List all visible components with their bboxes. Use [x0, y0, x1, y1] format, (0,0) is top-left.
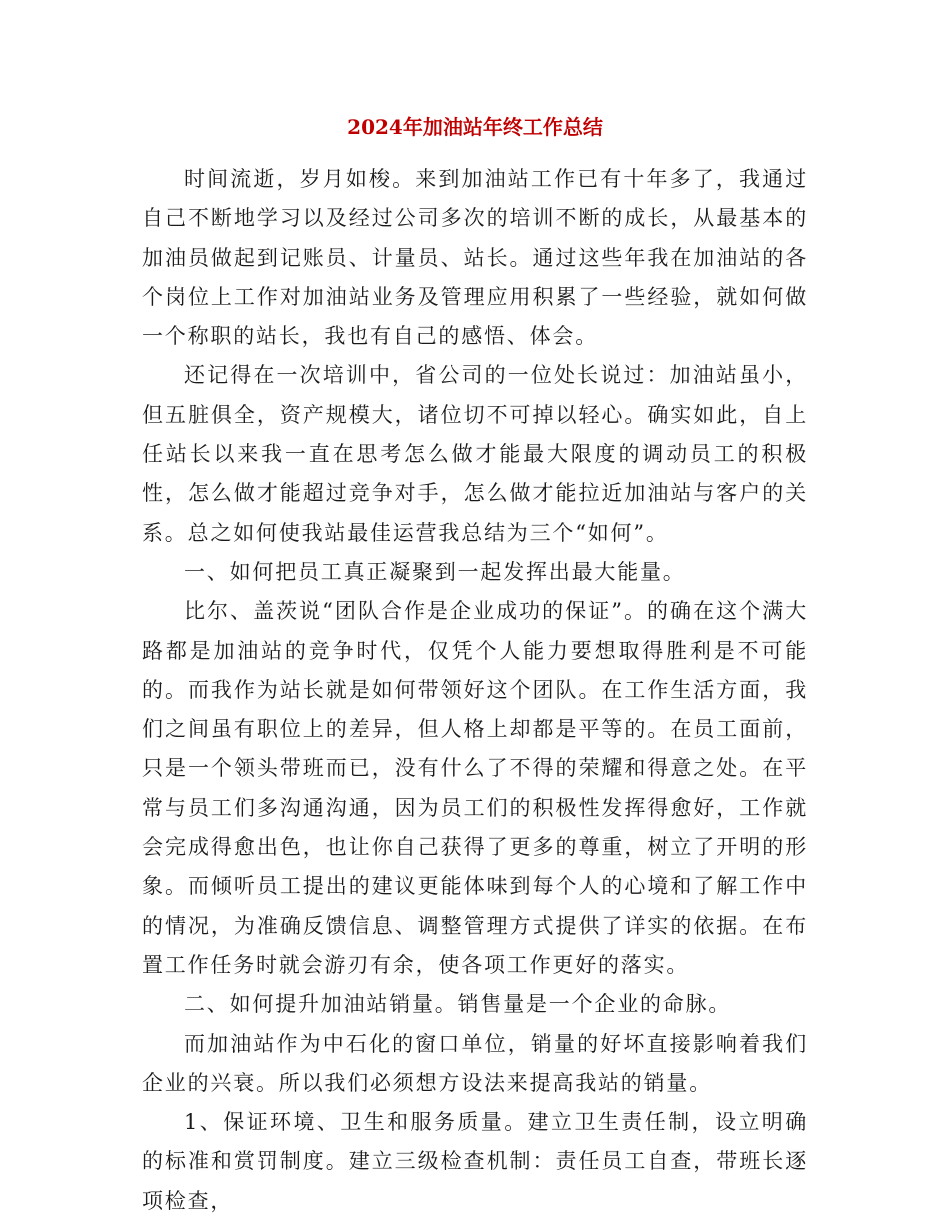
section-heading-2: 二、如何提升加油站销量。销售量是一个企业的命脉。: [184, 992, 732, 1017]
document-title: 2024年加油站年终工作总结: [347, 115, 603, 139]
paragraph-item-1: 1、保证环境、卫生和服务质量。建立卫生责任制，设立明确的标准和赏罚制度。建立三级检查机制：责任员工自查，带班长逐项检查，: [142, 1110, 808, 1213]
paragraph-sales: 而加油站作为中石化的窗口单位，销量的好坏直接影响着我们企业的兴衰。所以我们必须想方设法来提高我站的销量。: [142, 1031, 808, 1095]
paragraph-intro: 时间流逝，岁月如梭。来到加油站工作已有十年多了，我通过自己不断地学习以及经过公司多次的培训不断的成长，从最基本的加油员做起到记账员、计量员、站长。通过这些年我在加油站的各个岗位上工作对加油站业务及管理应用积累了一些经验，就如何做一个称职的站长，我也有自己的感悟、体会。: [142, 167, 808, 349]
paragraph-training: 还记得在一次培训中，省公司的一位处长说过：加油站虽小，但五脏俱全，资产规模大，诸位切不可掉以轻心。确实如此，自上任站长以来我一直在思考怎么做才能最大限度的调动员工的积极性，怎么做才能超过竞争对手，怎么做才能拉近加油站与客户的关系。总之如何使我站最佳运营我总结为三个“如何”。: [142, 363, 808, 545]
paragraph-teamwork: 比尔、盖茨说“团队合作是企业成功的保证”。的确在这个满大路都是加油站的竞争时代，仅凭个人能力要想取得胜利是不可能的。而我作为站长就是如何带领好这个团队。在工作生活方面，我们之间虽有职位上的差异，但人格上却都是平等的。在员工面前，只是一个领头带班而已，没有什么了不得的荣耀和得意之处。在平常与员工们多沟通沟通，因为员工们的积极性发挥得愈好，工作就会完成得愈出色，也让你自己获得了更多的尊重，树立了开明的形象。而倾听员工提出的建议更能体味到每个人的心境和了解工作中的情况，为准确反馈信息、调整管理方式提供了详实的依据。在布置工作任务时就会游刃有余，使各项工作更好的落实。: [142, 599, 808, 977]
section-heading-1: 一、如何把员工真正凝聚到一起发挥出最大能量。: [184, 559, 686, 584]
